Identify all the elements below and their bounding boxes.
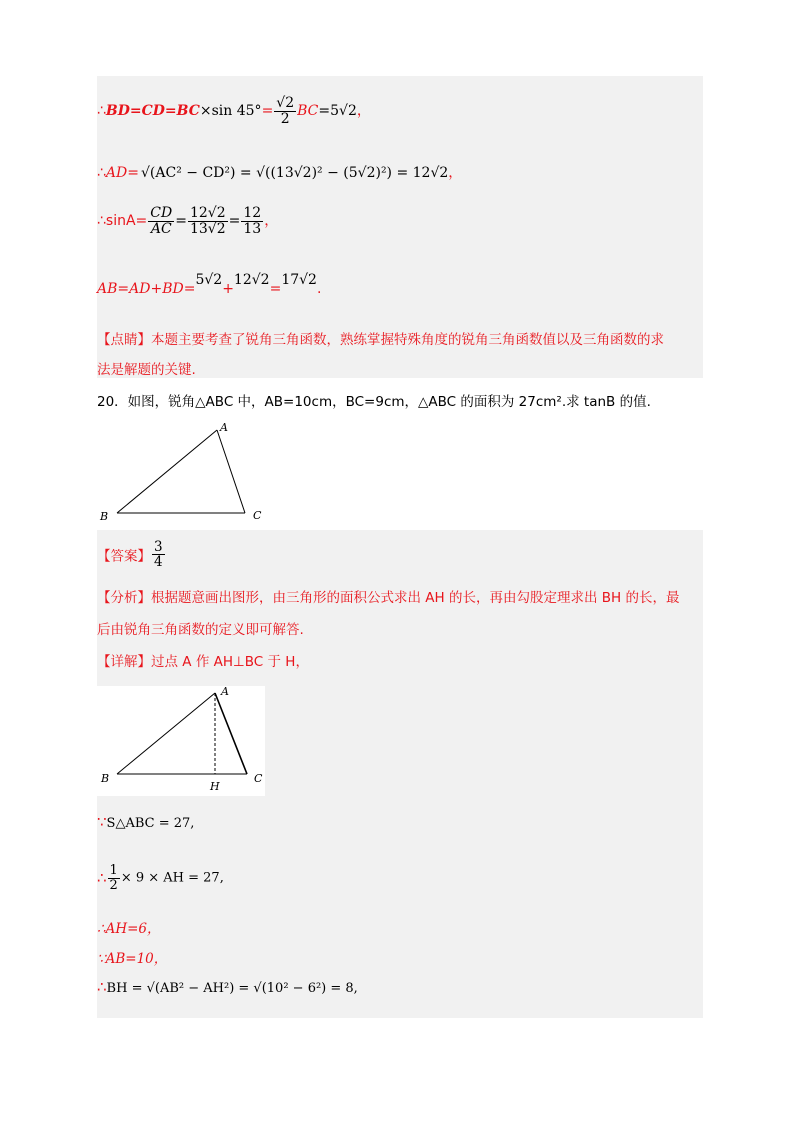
comma: ，	[356, 103, 371, 120]
analysis-text: 根据题意画出图形，由三角形的面积公式求出 AH 的长，再由勾股定理求出 BH 的长，最	[151, 590, 680, 606]
analysis-tag: 【分析】	[97, 590, 151, 606]
bc-label: BC	[297, 103, 319, 120]
fraction-denominator: 13√2	[189, 220, 226, 237]
fraction-denominator: 4	[154, 554, 163, 571]
result-value: =5√2	[318, 103, 357, 120]
vertex-label-a: A	[221, 686, 229, 698]
therefore-symbol: ∴	[97, 978, 107, 996]
vertex-label-a: A	[220, 421, 228, 434]
step-text: BH = √(AB² − AH²) = √(10² − 6²) = 8,	[106, 981, 358, 996]
answer-fraction	[152, 540, 165, 569]
step-text: ∵AB=10，	[97, 951, 168, 967]
comment-text: 本题主要考查了锐角三角函数，熟练掌握特殊角度的锐角三角函数值以及三角函数的求	[151, 332, 664, 348]
comment-line-1	[97, 328, 664, 348]
fraction-denominator: AC	[150, 220, 172, 237]
term-5r2: 5√2	[195, 272, 223, 288]
step-text: × 9 × AH = 27,	[120, 870, 224, 886]
comment-tag: 【点睛】	[97, 332, 151, 348]
equals-symbol: =	[175, 213, 187, 230]
fraction-12r2-13r2	[188, 206, 228, 236]
therefore-symbol: ∴	[97, 213, 106, 230]
equals-symbol: =	[261, 103, 274, 120]
term-17r2: 17√2	[281, 272, 317, 288]
equals-symbol: =	[228, 213, 241, 230]
triangle-figure	[97, 420, 277, 530]
fraction-denominator: 2	[109, 877, 118, 893]
detail-text: 过点 A 作 AH⊥BC 于 H，	[151, 654, 309, 670]
side-ac	[217, 430, 245, 513]
answer-tag: 【答案】	[97, 548, 151, 565]
foot-label-h: H	[210, 780, 220, 793]
fraction-cd-ac	[148, 206, 174, 236]
comment-line-2	[97, 358, 196, 378]
answer-line	[97, 540, 166, 569]
side-ac	[215, 693, 247, 774]
fraction-numerator: CD	[150, 205, 173, 221]
fraction-root2-over-2	[274, 96, 296, 126]
line-ad	[97, 162, 462, 182]
analysis-line-2	[97, 618, 304, 638]
solution-block-previous	[97, 76, 703, 378]
equals-symbol: =	[269, 281, 282, 297]
detail-tag: 【详解】	[97, 654, 151, 670]
comma: ，	[264, 213, 279, 230]
fraction-denominator: 2	[280, 110, 290, 127]
comment-text: 法是解题的关键.	[97, 362, 196, 378]
solution-block-20	[97, 530, 703, 1018]
analysis-line-1	[97, 586, 679, 606]
triangle-height-figure	[97, 686, 265, 796]
period: .	[316, 281, 322, 297]
vertex-label-b: B	[101, 772, 110, 785]
therefore-symbol: ∴	[97, 165, 106, 181]
formula-lhs: BD=CD=BC	[105, 103, 200, 120]
fraction-numerator: 3	[154, 539, 163, 555]
therefore-symbol: ∴	[97, 103, 106, 120]
sin-expr: sin 45°	[211, 103, 262, 120]
therefore-symbol: ∴	[97, 869, 107, 888]
because-symbol: ∵	[97, 813, 107, 831]
question-text: 20．如图，锐角△ABC 中，AB=10cm，BC=9cm，△ABC 的面积为 27cm².求 tanB 的值.	[97, 394, 651, 410]
step-bh	[97, 978, 358, 996]
formula-lhs: AB=AD+BD=	[97, 281, 196, 297]
fraction-one-half	[108, 864, 120, 892]
plus-symbol: +	[222, 281, 234, 297]
analysis-text: 后由锐角三角函数的定义即可解答.	[97, 622, 304, 638]
vertex-label-c: C	[253, 509, 262, 522]
side-ab	[117, 693, 215, 774]
fraction-denominator: 13	[243, 220, 262, 237]
term-12r2: 12√2	[233, 272, 270, 288]
comma: ，	[448, 165, 463, 181]
formula-lhs: sinA=	[105, 213, 148, 230]
fraction-numerator: √2	[276, 95, 295, 111]
line-ab-sum	[97, 272, 322, 297]
line-bd-cd	[97, 96, 371, 126]
fraction-numerator: 1	[109, 863, 118, 878]
fraction-numerator: 12	[243, 205, 262, 221]
detail-line	[97, 650, 309, 670]
vertex-label-b: B	[100, 510, 109, 523]
fraction-numerator: 12√2	[189, 205, 226, 221]
step-text: ∴AH=6，	[97, 921, 161, 937]
ad-expression: √(AC² − CD²) = √((13√2)² − (5√2)²) = 12√2	[141, 165, 449, 181]
question-20	[97, 390, 651, 410]
step-half-base	[97, 864, 224, 892]
step-ab	[97, 947, 167, 967]
side-ab	[117, 430, 217, 513]
step-area	[97, 813, 194, 831]
formula-lhs: AD=	[105, 165, 139, 181]
times-symbol: ×	[199, 103, 212, 120]
fraction-12-13	[241, 206, 263, 236]
vertex-label-c: C	[254, 772, 263, 785]
line-sina	[97, 206, 278, 236]
step-text: S△ABC = 27,	[106, 816, 195, 831]
step-ah	[97, 917, 161, 937]
